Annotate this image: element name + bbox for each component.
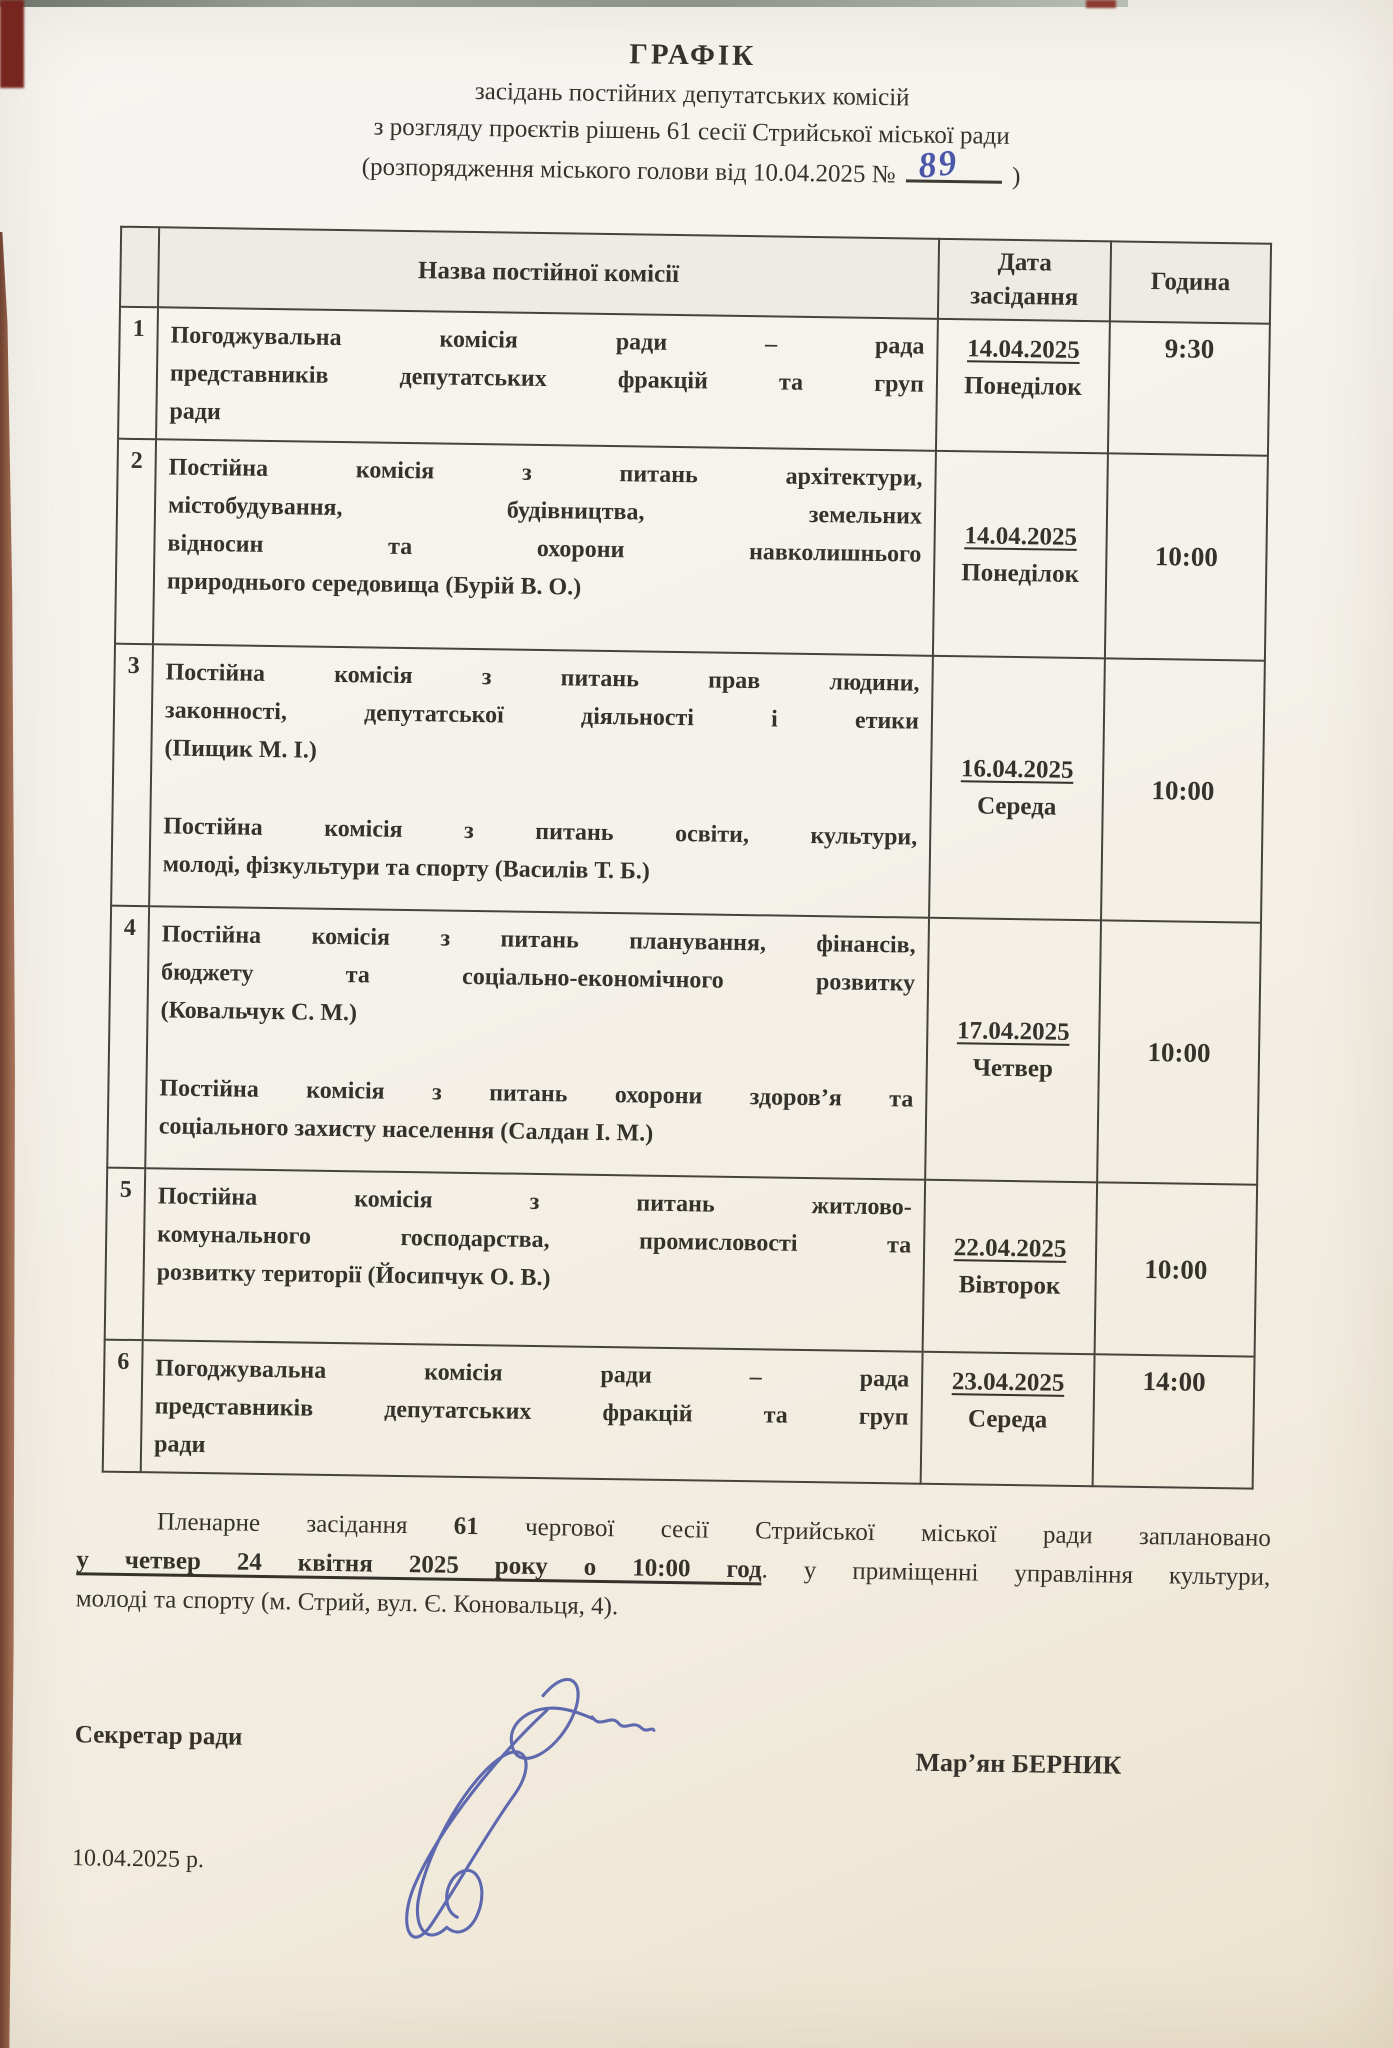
footer-text-run: молоді та спорту (м. Стрий, вул. Є. Коновальця, 4).: [75, 1585, 619, 1621]
schedule-table-body: [103, 307, 1270, 1489]
commission-paragraph: [159, 1069, 914, 1156]
plenary-session-note: [76, 1501, 1272, 1636]
order-reference-text: (розпорядження міського голови від 10.04.2025 №: [361, 153, 896, 189]
commission-name-line: комунального господарства, промисловості та: [157, 1221, 912, 1259]
commission-name-line: Постійна комісія з питань прав людини,: [165, 659, 920, 697]
document-date: 10.04.2025 р.: [71, 1845, 205, 1874]
meeting-date: 14.04.2025: [964, 521, 1078, 551]
commission-name-line: представників депутатських фракцій та груп: [154, 1393, 909, 1431]
schedule-table: [102, 226, 1272, 1490]
row-number: 1: [118, 307, 158, 440]
commission-name-line: ради: [169, 398, 221, 426]
commission-name-line: Постійна комісія з питань планування, фінансів,: [161, 921, 916, 959]
footer-text-run: Пленарне засідання: [156, 1508, 454, 1540]
commission-name-line: законності, депутатської діяльності і етики: [164, 697, 920, 735]
commission-name-line: Постійна комісія з питань житлово-: [157, 1183, 912, 1221]
commission-paragraph: [169, 316, 925, 441]
commission-name-line: бюджету та соціально-економічного розвитку: [160, 959, 916, 997]
commission-paragraph: [154, 1349, 910, 1474]
meeting-weekday: Вівторок: [958, 1271, 1061, 1300]
commission-name-line: відносин та охорони навколишнього: [167, 530, 922, 568]
meeting-date-cell: [929, 656, 1105, 921]
commission-name-cell: [145, 906, 929, 1180]
commission-name-cell: [149, 644, 933, 918]
meeting-date: 17.04.2025: [956, 1017, 1070, 1046]
meeting-weekday: Четвер: [972, 1054, 1054, 1083]
signatory-role: Секретар ради: [74, 1721, 243, 1751]
document-subtitle-line3: з розгляду проєктів рішень 61 сесії Стрийської міської ради: [373, 113, 1010, 150]
document-subtitle-line2: засідань постійних депутатських комісій: [474, 77, 910, 112]
commission-name-line: Постійна комісія з питань освіти, культури,: [163, 813, 918, 851]
order-reference-close-paren: ): [1011, 163, 1021, 191]
meeting-weekday: Середа: [976, 792, 1057, 821]
meeting-date-cell: [921, 1352, 1095, 1487]
commission-paragraph: [164, 653, 920, 778]
meeting-date: 22.04.2025: [953, 1234, 1067, 1263]
header-cell-date: Дата засідання: [938, 239, 1111, 322]
top-edge-artifact: [1086, 0, 1116, 8]
commission-name-cell: [153, 439, 936, 656]
commission-name-line: розвитку території (Йосипчук О. В.): [156, 1259, 551, 1292]
commission-name-line: Погоджувальна комісія ради – рада: [170, 322, 925, 360]
commission-name-line: молоді, фізкультури та спорту (Василів Т. Б.): [162, 851, 650, 885]
commission-name-line: ради: [153, 1431, 206, 1459]
header-cell-commission-name: Назва постійної комісії: [158, 227, 939, 319]
table-row: [115, 439, 1268, 661]
meeting-date-cell: [936, 319, 1110, 454]
commission-paragraph: [162, 807, 917, 894]
table-row: [107, 906, 1261, 1185]
signatory-name: Мар’ян БЕРНИК: [915, 1747, 1122, 1780]
meeting-date-cell: [933, 451, 1108, 659]
commission-name-line: (Ковальчук С. М.): [160, 997, 358, 1027]
row-number: 2: [115, 439, 156, 645]
commission-name-line: Постійна комісія з питань охорони здоров’я та: [159, 1075, 914, 1113]
document-title: ГРАФІК: [629, 38, 757, 73]
table-row: [105, 1168, 1257, 1357]
table-row: [118, 307, 1270, 456]
commission-name-line: природнього середовища (Бурій В. О.): [166, 568, 582, 601]
header-cell-number: [120, 227, 159, 308]
commission-paragraph: [156, 1177, 912, 1302]
meeting-time-cell: 14:00: [1093, 1354, 1255, 1488]
commission-name-line: соціального захисту населення (Салдан І. М.): [158, 1113, 654, 1147]
table-row: [103, 1340, 1255, 1489]
meeting-date: 23.04.2025: [951, 1368, 1065, 1397]
commission-name-line: Погоджувальна комісія ради – рада: [155, 1355, 910, 1393]
commission-paragraph: [167, 448, 923, 611]
row-number: 6: [103, 1340, 143, 1473]
table-row: [111, 644, 1265, 923]
commission-name-line: представників депутатських фракцій та груп: [169, 360, 925, 398]
meeting-time-cell: 10:00: [1101, 658, 1265, 922]
document-header: [131, 26, 1253, 199]
commission-name-line: Постійна комісія з питань архітектури,: [168, 454, 923, 492]
header-cell-time: Година: [1110, 241, 1271, 323]
commission-paragraph: [160, 915, 916, 1040]
meeting-weekday: Середа: [967, 1405, 1048, 1434]
footer-text-run: . у приміщенні управління культури,: [761, 1556, 1271, 1591]
footer-text-run: чергової сесії Стрийської міської ради заплановано: [478, 1513, 1272, 1552]
meeting-time-cell: 10:00: [1105, 453, 1268, 660]
footer-text-run: 61: [453, 1512, 479, 1541]
meeting-date: 16.04.2025: [960, 755, 1074, 784]
meeting-time-cell: 9:30: [1108, 321, 1270, 455]
commission-name-cell: [143, 1168, 925, 1352]
handwritten-signature: [322, 1651, 657, 1966]
row-number: 4: [107, 906, 149, 1169]
meeting-time-cell: 10:00: [1097, 920, 1261, 1184]
handwritten-order-number: 89: [915, 141, 961, 186]
meeting-date-cell: [923, 1180, 1098, 1355]
row-number: 5: [105, 1168, 146, 1341]
commission-name-cell: [141, 1340, 923, 1484]
commission-name-line: містобудування, будівництва, земельних: [167, 492, 923, 530]
meeting-time-cell: 10:00: [1095, 1182, 1258, 1356]
order-number-blank: [906, 141, 1002, 186]
commission-name-line: (Пищик М. І.): [164, 735, 318, 764]
meeting-weekday: Понеділок: [961, 558, 1080, 588]
meeting-date-cell: [925, 918, 1101, 1183]
row-number: 3: [111, 644, 153, 907]
footer-text-run: у четвер 24 квітня 2025 року о 10:00 год: [76, 1546, 762, 1584]
meeting-weekday: Понеділок: [963, 372, 1082, 401]
commission-name-cell: [156, 307, 938, 451]
meeting-date: 14.04.2025: [967, 335, 1080, 364]
